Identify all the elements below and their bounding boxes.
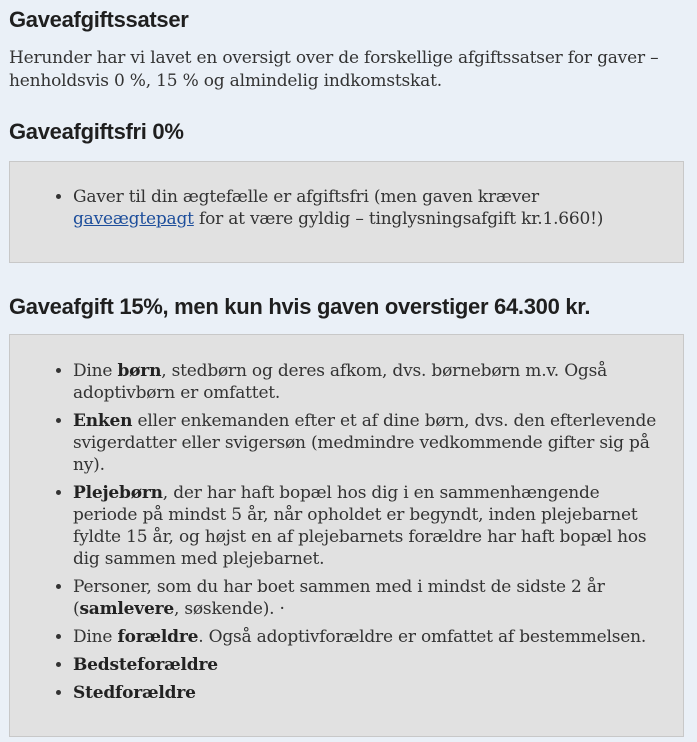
item-bold: samlevere xyxy=(79,599,174,619)
item-bold: Enken xyxy=(73,411,133,431)
item-post: , stedbørn og deres afkom, dvs. børnebørn m.v. Også adoptivbørn er omfattet. xyxy=(73,361,608,403)
list-item xyxy=(73,482,683,570)
item-post: , søskende). · xyxy=(173,599,285,619)
list-item xyxy=(73,654,683,676)
item-post: eller enkemanden efter et af dine børn, dvs. den efterlevende svigerdatter eller svigersøn (medmindre vedkommende gifter sig på ny). xyxy=(73,411,657,475)
list-item xyxy=(73,360,683,404)
info-box-15 xyxy=(9,334,684,737)
list-item xyxy=(73,682,683,704)
item-post: . Også adoptivforældre er omfattet af bestemmelsen. xyxy=(198,627,647,647)
list-item xyxy=(73,576,683,620)
item-post: , der har haft bopæl hos dig i en sammenhængende periode på mindst 5 år, når opholdet er begyndt, inden plejebarnet fyldte 15 år, og højst en af plejebarnets forældre har haft bopæl hos dig sammen med plejebarnet. xyxy=(73,483,647,569)
item-bold: Bedsteforældre xyxy=(73,655,218,675)
info-box-free xyxy=(9,161,684,263)
item-bold: forældre xyxy=(117,627,199,647)
gaveaegtepagt-link[interactable]: gaveægtepagt xyxy=(73,209,194,229)
item-bold: Plejebørn xyxy=(73,483,163,503)
free-list xyxy=(10,186,683,230)
item-bold: Stedforældre xyxy=(73,683,196,703)
section-heading-15: Gaveafgift 15%, men kun hvis gaven overstiger 64.300 kr. xyxy=(9,294,591,319)
intro-paragraph: Herunder har vi lavet en oversigt over de forskellige afgiftssatser for gaver – henholdsvis 0 %, 15 % og almindelig indkomstskat. xyxy=(9,48,659,91)
list-item xyxy=(73,626,683,648)
item-text-after: for at være gyldig – tinglysningsafgift kr.1.660!) xyxy=(193,209,604,229)
item-pre: Personer, som du har boet sammen med i mindst de sidste 2 år ( xyxy=(73,577,605,619)
item-pre: Dine xyxy=(73,361,118,381)
item-bold: børn xyxy=(117,361,162,381)
item-pre: Dine xyxy=(73,627,118,647)
list-item xyxy=(73,186,683,230)
section-heading-free: Gaveafgiftsfri 0% xyxy=(9,119,184,144)
list-item xyxy=(73,410,683,476)
item-text-before: Gaver til din ægtefælle er afgiftsfri (men gaven kræver xyxy=(73,187,539,207)
recipients-list xyxy=(10,360,683,704)
page-title: Gaveafgiftssatser xyxy=(9,7,189,32)
